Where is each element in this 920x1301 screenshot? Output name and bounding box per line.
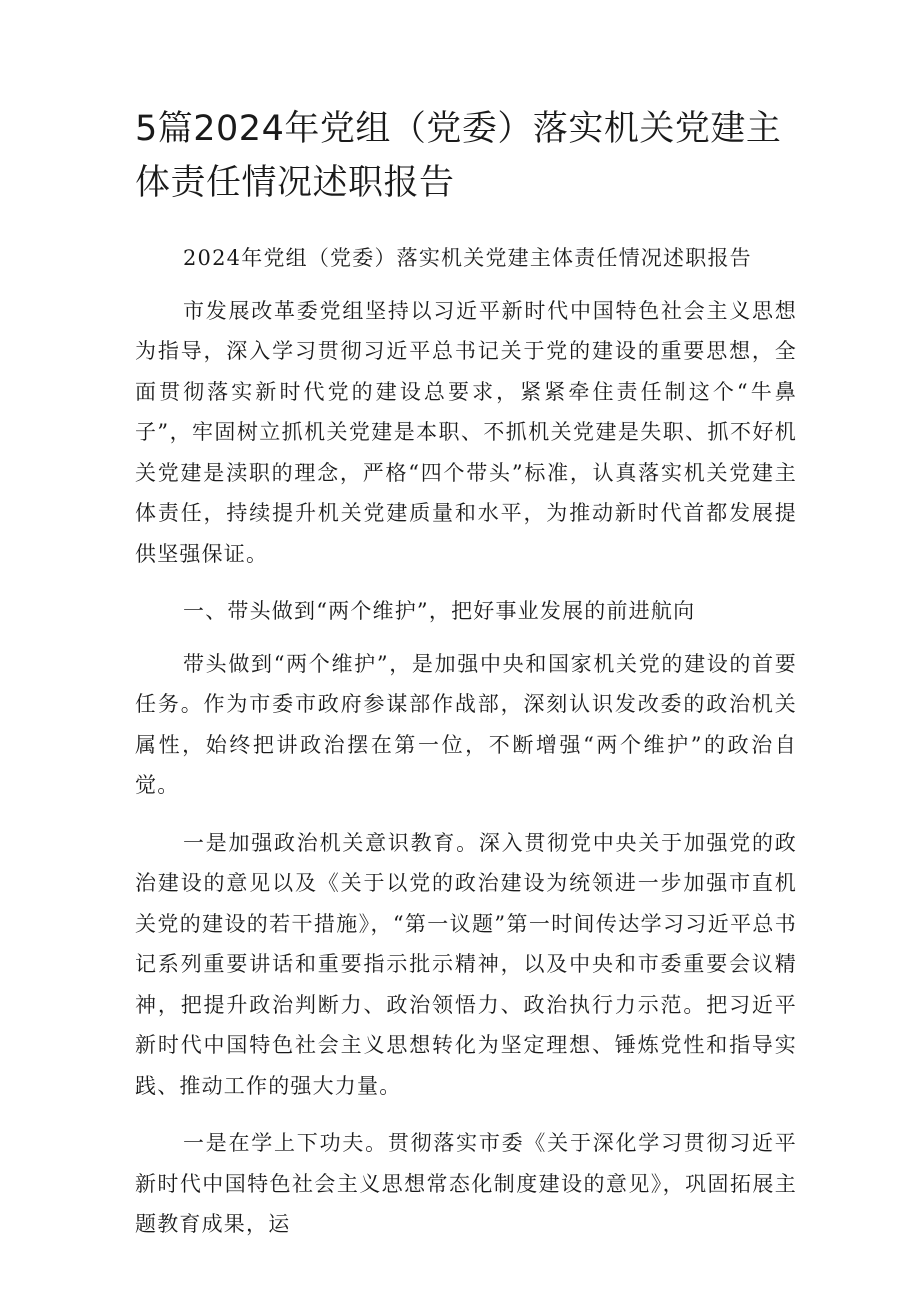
report-subtitle: 2024年党组（党委）落实机关党建主体责任情况述职报告 (183, 246, 752, 270)
body-paragraph: 一是加强政治机关意识教育。深入贯彻党中央关于加强党的政治建设的意见以及《关于以党的政治建设为统领进一步加强市直机关党的建设的若干措施》，“第一议题”第一时间传达学习习近平总书记系列重要讲话和重要指示批示精神，以及中央和市委重要会议精神，把提升政治判断力、政治领悟力、政治执行力示范。把习近平新时代中国特色社会主义思想转化为坚定理想、锤炼党性和指导实践、推动工作的强大力量。 (135, 830, 797, 1098)
document-title: 5篇2024年党组（党委）落实机关党建主体责任情况述职报告 (135, 109, 782, 203)
document-body (135, 238, 797, 1262)
body-paragraph: 带头做到“两个维护”，是加强中央和国家机关党的建设的首要任务。作为市委市政府参谋部作战部，深刻认识发改委的政治机关属性，始终把讲政治摆在第一位，不断增强“两个维护”的政治自觉。 (135, 651, 797, 797)
body-paragraph: 一是在学上下功夫。贯彻落实市委《关于深化学习贯彻习近平新时代中国特色社会主义思想常态化制度建设的意见》，巩固拓展主题教育成果，运 (135, 1131, 797, 1236)
section-heading: 一、带头做到“两个维护”，把好事业发展的前进航向 (183, 599, 696, 623)
intro-paragraph: 市发展改革委党组坚持以习近平新时代中国特色社会主义思想为指导，深入学习贯彻习近平总书记关于党的建设的重要思想，全面贯彻落实新时代党的建设总要求，紧紧牵住责任制这个“牛鼻子”，牢固树立抓机关党建是本职、不抓机关党建是失职、抓不好机关党建是渎职的理念，严格“四个带头”标准，认真落实机关党建主体责任，持续提升机关党建质量和水平，为推动新时代首都发展提供坚强保证。 (135, 298, 797, 566)
